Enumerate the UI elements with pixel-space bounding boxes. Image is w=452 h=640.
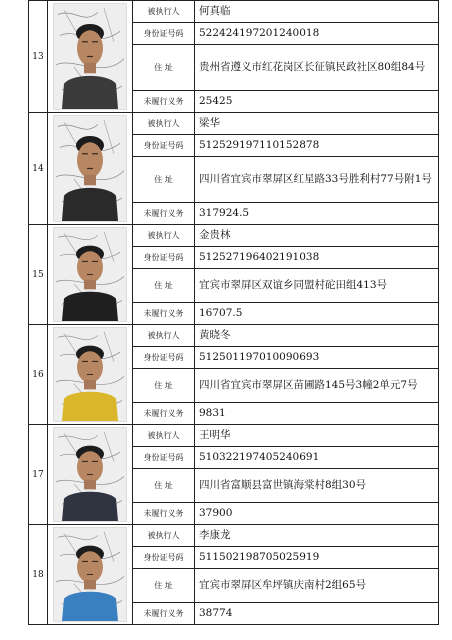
record-index: 18 [29, 525, 48, 625]
id-number-value: 512527196402191038 [195, 247, 439, 269]
record-index: 17 [29, 425, 48, 525]
table-row [29, 113, 439, 135]
photo-cell [48, 1, 133, 113]
person-photo [53, 3, 127, 110]
person-photo [53, 427, 127, 522]
table-row [29, 1, 439, 23]
unfulfilled-obligation-value: 38774 [195, 602, 439, 624]
address-value: 宜宾市翠屏区双谊乡同盟村砣田组413号 [195, 269, 439, 302]
address-label: 住 址 [133, 157, 195, 202]
address-value: 四川省宜宾市翠屏区苗圃路145号3幢2单元7号 [195, 369, 439, 402]
person-name-label: 被执行人 [133, 425, 195, 447]
person-name-label: 被执行人 [133, 525, 195, 547]
photo-cell [48, 525, 133, 625]
unfulfilled-obligation-label: 未履行义务 [133, 602, 195, 624]
person-photo [53, 327, 127, 422]
person-name-value: 何真临 [195, 1, 439, 23]
unfulfilled-obligation-label: 未履行义务 [133, 202, 195, 224]
table-row [29, 425, 439, 447]
unfulfilled-obligation-label: 未履行义务 [133, 402, 195, 424]
address-value: 四川省富顺县富世镇海棠村8组30号 [195, 469, 439, 502]
person-photo [53, 115, 127, 222]
id-number-label: 身份证号码 [133, 135, 195, 157]
id-number-value: 512529197110152878 [195, 135, 439, 157]
person-name-value: 王明华 [195, 425, 439, 447]
table-row [29, 225, 439, 247]
person-photo [53, 227, 127, 322]
unfulfilled-obligation-label: 未履行义务 [133, 302, 195, 324]
person-name-value: 李康龙 [195, 525, 439, 547]
unfulfilled-obligation-value: 317924.5 [195, 202, 439, 224]
person-name-label: 被执行人 [133, 225, 195, 247]
id-number-label: 身份证号码 [133, 247, 195, 269]
address-label: 住 址 [133, 369, 195, 402]
record-index: 15 [29, 225, 48, 325]
unfulfilled-obligation-value: 16707.5 [195, 302, 439, 324]
table-row [29, 525, 439, 547]
address-label: 住 址 [133, 269, 195, 302]
address-value: 宜宾市翠屏区牟坪镇庆南村2组65号 [195, 569, 439, 602]
id-number-label: 身份证号码 [133, 547, 195, 569]
photo-cell [48, 113, 133, 225]
unfulfilled-obligation-label: 未履行义务 [133, 90, 195, 112]
id-number-label: 身份证号码 [133, 347, 195, 369]
record-index: 16 [29, 325, 48, 425]
unfulfilled-obligation-label: 未履行义务 [133, 502, 195, 524]
id-number-label: 身份证号码 [133, 23, 195, 45]
id-number-value: 522424197201240018 [195, 23, 439, 45]
address-label: 住 址 [133, 569, 195, 602]
record-index: 13 [29, 1, 48, 113]
record-index: 14 [29, 113, 48, 225]
unfulfilled-obligation-value: 9831 [195, 402, 439, 424]
table-row [29, 325, 439, 347]
person-name-label: 被执行人 [133, 1, 195, 23]
address-value: 四川省宜宾市翠屏区红星路33号胜利村77号附1号 [195, 157, 439, 202]
person-name-value: 黄晓冬 [195, 325, 439, 347]
id-number-value: 512501197010090693 [195, 347, 439, 369]
photo-cell [48, 425, 133, 525]
id-number-value: 510322197405240691 [195, 447, 439, 469]
person-name-value: 金贵林 [195, 225, 439, 247]
address-label: 住 址 [133, 45, 195, 90]
address-value: 贵州省遵义市红花岗区长征镇民政社区80组84号 [195, 45, 439, 90]
address-label: 住 址 [133, 469, 195, 502]
person-name-value: 梁华 [195, 113, 439, 135]
photo-cell [48, 325, 133, 425]
id-number-label: 身份证号码 [133, 447, 195, 469]
photo-cell [48, 225, 133, 325]
person-name-label: 被执行人 [133, 113, 195, 135]
person-name-label: 被执行人 [133, 325, 195, 347]
unfulfilled-obligation-value: 25425 [195, 90, 439, 112]
debtor-list-table [28, 0, 439, 625]
person-photo [53, 527, 127, 622]
id-number-value: 511502198705025919 [195, 547, 439, 569]
unfulfilled-obligation-value: 37900 [195, 502, 439, 524]
